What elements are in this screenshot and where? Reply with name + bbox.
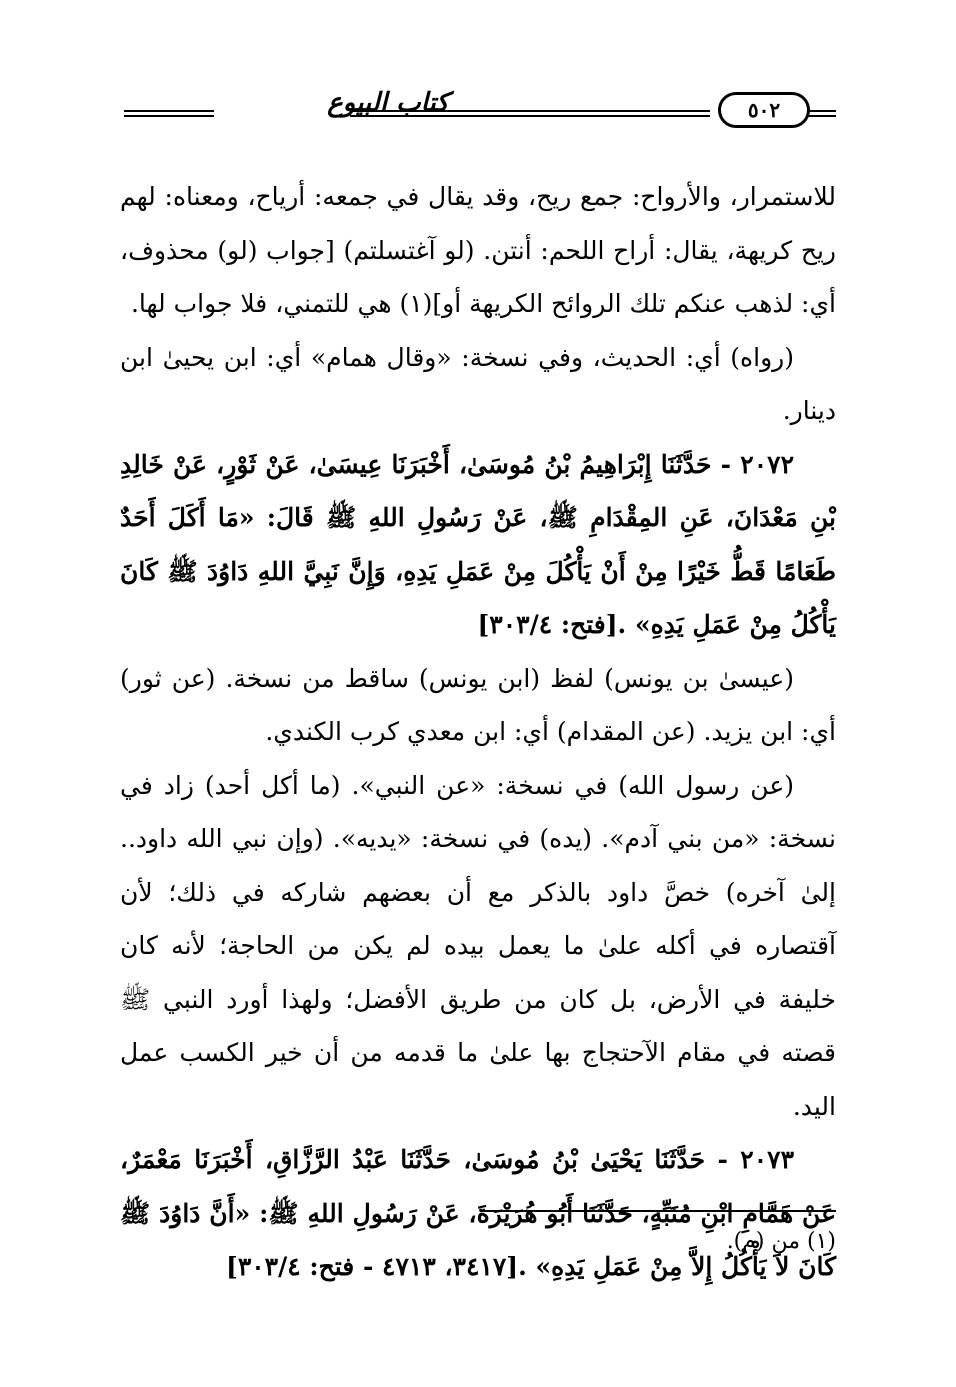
footnote-divider (480, 1210, 836, 1212)
page-number-badge (718, 92, 810, 128)
page-header (118, 88, 838, 140)
header-rule-middle (350, 110, 710, 112)
hadith-2073: ٢٠٧٣ - حَدَّثَنَا يَحْيَىٰ بْنُ مُوسَىٰ، حَدَّثَنَا عَبْدُ الرَّزَّاقِ، أَخْبَرَنَا مَعْمَرٌ، عَنْ هَمَّامِ ابْنِ مُنَبِّهٍ، حَدَّثَنَا أَبُو هُرَيْرَةَ، عَنْ رَسُولِ اللهِ ﷺ: «أَنَّ دَاوُدَ ﷺ كَانَ لاَ يَأْكُلُ إِلاَّ مِنْ عَمَلِ يَدِهِ» .[٣٤١٧، ٤٧١٣ - فتح: ٣٠٣/٤] (120, 1145, 836, 1281)
paragraph-commentary: (عن رسول الله) في نسخة: «عن النبي». (ما أكل أحد) زاد في نسخة: «من بني آدم». (يده) في نسخة: «يديه». (وإن نبي الله داود.. إلىٰ آخره) خصَّ داود بالذكر مع أن بعضهم شاركه في ذلك؛ لأن آقتصاره في أكله علىٰ ما يعمل بيده لم يكن من الحاجة؛ لأنه كان خليفة في الأرض، بل كان من طريق الأفضل؛ ولهذا أورد النبي ﷺ قصته في مقام الآحتجاج بها علىٰ ما قدمه من أن خير الكسب عمل اليد. (120, 770, 836, 1121)
header-rule-left (124, 110, 214, 112)
header-rule-right (808, 110, 836, 112)
book-title: كتاب البيوع (327, 88, 449, 118)
footnote: (١) من (م). (726, 1229, 836, 1254)
page-number: ٥٠٢ (718, 92, 810, 128)
paragraph-commentary: (عيسىٰ بن يونس) لفظ (ابن يونس) ساقط من نسخة. (عن ثور) أي: ابن يزيد. (عن المقدام) أي: ابن معدي كرب الكندي. (120, 663, 836, 746)
paragraph-commentary: (رواه) أي: الحديث، وفي نسخة: «وقال همام» أي: ابن يحيىٰ ابن دينار. (120, 342, 836, 425)
page-body (120, 170, 836, 1294)
hadith-2072: ٢٠٧٢ - حَدَّثَنَا إِبْرَاهِيمُ بْنُ مُوسَىٰ، أَخْبَرَنَا عِيسَىٰ، عَنْ ثَوْرٍ، عَنْ خَالِدِ بْنِ مَعْدَانَ، عَنِ المِقْدَامِ ﷺ، عَنْ رَسُولِ اللهِ ﷺ قَالَ: «مَا أَكَلَ أَحَدٌ طَعَامًا قَطُّ خَيْرًا مِنْ أَنْ يَأْكُلَ مِنْ عَمَلِ يَدِهِ، وَإِنَّ نَبِيَّ اللهِ دَاوُدَ ﷺ كَانَ يَأْكُلُ مِنْ عَمَلِ يَدِهِ» .[فتح: ٣٠٣/٤] (120, 449, 836, 639)
paragraph-continuation: للاستمرار، والأرواح: جمع ريح، وقد يقال في جمعه: أرياح، ومعناه: لهم ريح كريهة، يقال: أراح اللحم: أنتن. (لو آغتسلتم) [جواب (لو) محذوف، أي: لذهب عنكم تلك الروائح الكريهة أو](١) هي للتمني، فلا جواب لها. (120, 182, 836, 318)
